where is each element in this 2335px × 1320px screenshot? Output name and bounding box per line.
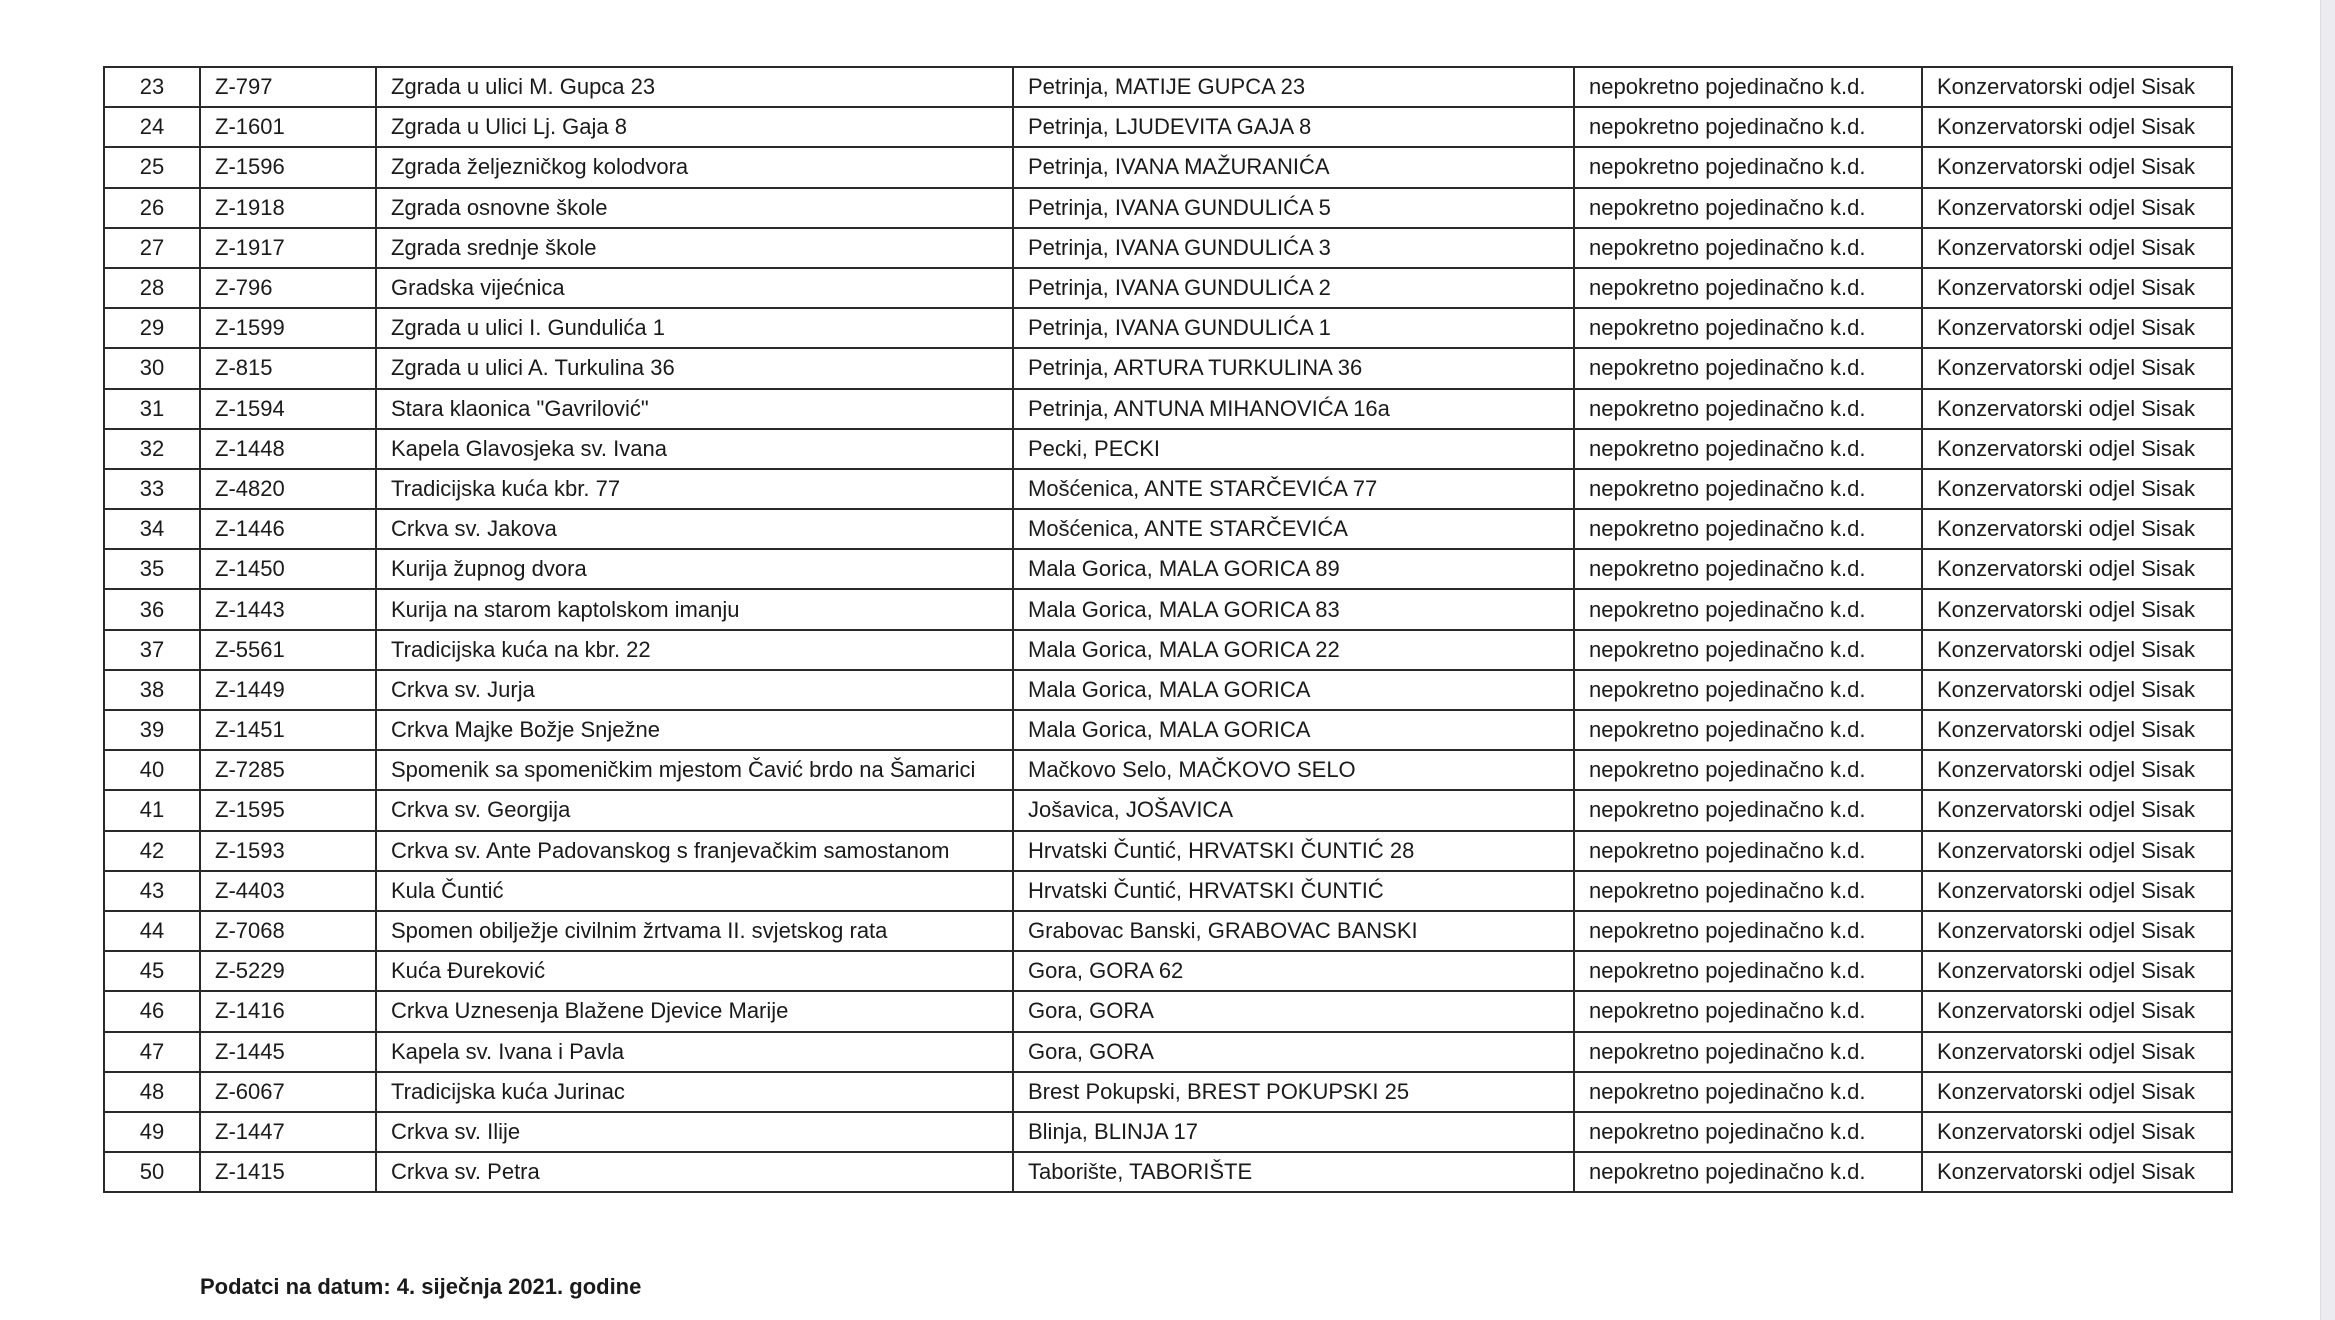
cell-number: 37	[104, 630, 200, 670]
cell-number: 35	[104, 549, 200, 589]
cell-heritage-type: nepokretno pojedinačno k.d.	[1574, 268, 1922, 308]
table-row	[104, 228, 2232, 268]
cell-heritage-type: nepokretno pojedinačno k.d.	[1574, 1152, 1922, 1192]
cell-registry-code: Z-1448	[200, 429, 376, 469]
cell-heritage-type: nepokretno pojedinačno k.d.	[1574, 389, 1922, 429]
cell-number: 38	[104, 670, 200, 710]
cell-heritage-type: nepokretno pojedinačno k.d.	[1574, 308, 1922, 348]
cell-registry-code: Z-797	[200, 67, 376, 107]
cell-location: Petrinja, IVANA GUNDULIĆA 1	[1013, 308, 1574, 348]
table-row	[104, 348, 2232, 388]
cell-location: Taborište, TABORIŠTE	[1013, 1152, 1574, 1192]
cell-department: Konzervatorski odjel Sisak	[1922, 469, 2232, 509]
table-row	[104, 188, 2232, 228]
cell-heritage-type: nepokretno pojedinačno k.d.	[1574, 228, 1922, 268]
page-edge-scroll-gutter	[2320, 0, 2335, 1320]
cell-location: Petrinja, IVANA MAŽURANIĆA	[1013, 147, 1574, 187]
cell-department: Konzervatorski odjel Sisak	[1922, 1032, 2232, 1072]
cell-location: Mačkovo Selo, MAČKOVO SELO	[1013, 750, 1574, 790]
cell-department: Konzervatorski odjel Sisak	[1922, 348, 2232, 388]
cell-location: Hrvatski Čuntić, HRVATSKI ČUNTIĆ	[1013, 871, 1574, 911]
cell-location: Mala Gorica, MALA GORICA	[1013, 710, 1574, 750]
cell-heritage-type: nepokretno pojedinačno k.d.	[1574, 991, 1922, 1031]
cell-heritage-name: Gradska vijećnica	[376, 268, 1013, 308]
cell-heritage-name: Kurija na starom kaptolskom imanju	[376, 589, 1013, 629]
cell-registry-code: Z-4403	[200, 871, 376, 911]
cell-location: Mala Gorica, MALA GORICA 83	[1013, 589, 1574, 629]
table-row	[104, 429, 2232, 469]
cell-heritage-name: Zgrada u ulici I. Gundulića 1	[376, 308, 1013, 348]
table-row	[104, 670, 2232, 710]
cell-department: Konzervatorski odjel Sisak	[1922, 790, 2232, 830]
cell-heritage-type: nepokretno pojedinačno k.d.	[1574, 147, 1922, 187]
table-row	[104, 991, 2232, 1031]
cell-department: Konzervatorski odjel Sisak	[1922, 268, 2232, 308]
cell-heritage-type: nepokretno pojedinačno k.d.	[1574, 348, 1922, 388]
cell-number: 23	[104, 67, 200, 107]
cell-registry-code: Z-1446	[200, 509, 376, 549]
cell-number: 40	[104, 750, 200, 790]
cell-department: Konzervatorski odjel Sisak	[1922, 710, 2232, 750]
cell-number: 27	[104, 228, 200, 268]
cell-heritage-name: Tradicijska kuća Jurinac	[376, 1072, 1013, 1112]
cell-department: Konzervatorski odjel Sisak	[1922, 389, 2232, 429]
cell-department: Konzervatorski odjel Sisak	[1922, 951, 2232, 991]
table-row	[104, 509, 2232, 549]
cell-location: Mala Gorica, MALA GORICA 22	[1013, 630, 1574, 670]
cell-location: Mala Gorica, MALA GORICA 89	[1013, 549, 1574, 589]
cell-department: Konzervatorski odjel Sisak	[1922, 1152, 2232, 1192]
cell-heritage-name: Tradicijska kuća na kbr. 22	[376, 630, 1013, 670]
cell-location: Hrvatski Čuntić, HRVATSKI ČUNTIĆ 28	[1013, 831, 1574, 871]
table-row	[104, 1112, 2232, 1152]
cell-registry-code: Z-1918	[200, 188, 376, 228]
cell-number: 46	[104, 991, 200, 1031]
cell-registry-code: Z-1601	[200, 107, 376, 147]
cell-heritage-type: nepokretno pojedinačno k.d.	[1574, 107, 1922, 147]
cell-heritage-type: nepokretno pojedinačno k.d.	[1574, 951, 1922, 991]
cell-heritage-name: Kapela sv. Ivana i Pavla	[376, 1032, 1013, 1072]
cell-location: Petrinja, IVANA GUNDULIĆA 2	[1013, 268, 1574, 308]
table-row	[104, 589, 2232, 629]
table-row	[104, 710, 2232, 750]
cell-registry-code: Z-1594	[200, 389, 376, 429]
cell-department: Konzervatorski odjel Sisak	[1922, 1072, 2232, 1112]
cell-number: 43	[104, 871, 200, 911]
cell-number: 33	[104, 469, 200, 509]
cell-department: Konzervatorski odjel Sisak	[1922, 429, 2232, 469]
cell-heritage-name: Zgrada u ulici A. Turkulina 36	[376, 348, 1013, 388]
cell-location: Pecki, PECKI	[1013, 429, 1574, 469]
cell-number: 25	[104, 147, 200, 187]
cell-department: Konzervatorski odjel Sisak	[1922, 228, 2232, 268]
cell-number: 45	[104, 951, 200, 991]
table-row	[104, 871, 2232, 911]
cell-registry-code: Z-7285	[200, 750, 376, 790]
cell-heritage-name: Zgrada osnovne škole	[376, 188, 1013, 228]
table-row	[104, 790, 2232, 830]
cell-location: Jošavica, JOŠAVICA	[1013, 790, 1574, 830]
cell-number: 31	[104, 389, 200, 429]
cell-heritage-type: nepokretno pojedinačno k.d.	[1574, 469, 1922, 509]
cell-heritage-type: nepokretno pojedinačno k.d.	[1574, 1112, 1922, 1152]
cell-heritage-name: Spomenik sa spomeničkim mjestom Čavić brdo na Šamarici	[376, 750, 1013, 790]
data-date-note: Podatci na datum: 4. siječnja 2021. godine	[200, 1274, 642, 1299]
cell-department: Konzervatorski odjel Sisak	[1922, 911, 2232, 951]
table-row	[104, 549, 2232, 589]
cell-department: Konzervatorski odjel Sisak	[1922, 188, 2232, 228]
cell-number: 42	[104, 831, 200, 871]
cell-registry-code: Z-1447	[200, 1112, 376, 1152]
cell-heritage-name: Crkva sv. Petra	[376, 1152, 1013, 1192]
cell-number: 44	[104, 911, 200, 951]
cell-registry-code: Z-7068	[200, 911, 376, 951]
heritage-table-container	[103, 66, 2231, 1193]
cell-heritage-type: nepokretno pojedinačno k.d.	[1574, 1072, 1922, 1112]
cell-registry-code: Z-1450	[200, 549, 376, 589]
cell-location: Mošćenica, ANTE STARČEVIĆA 77	[1013, 469, 1574, 509]
cell-department: Konzervatorski odjel Sisak	[1922, 831, 2232, 871]
cell-heritage-type: nepokretno pojedinačno k.d.	[1574, 589, 1922, 629]
table-row	[104, 951, 2232, 991]
cell-heritage-type: nepokretno pojedinačno k.d.	[1574, 670, 1922, 710]
table-row	[104, 750, 2232, 790]
cell-number: 36	[104, 589, 200, 629]
cell-registry-code: Z-1599	[200, 308, 376, 348]
cell-location: Petrinja, ANTUNA MIHANOVIĆA 16a	[1013, 389, 1574, 429]
cell-location: Gora, GORA	[1013, 1032, 1574, 1072]
cell-location: Petrinja, IVANA GUNDULIĆA 3	[1013, 228, 1574, 268]
cell-heritage-name: Zgrada u ulici M. Gupca 23	[376, 67, 1013, 107]
table-row	[104, 67, 2232, 107]
cell-heritage-type: nepokretno pojedinačno k.d.	[1574, 790, 1922, 830]
cell-heritage-type: nepokretno pojedinačno k.d.	[1574, 509, 1922, 549]
cell-department: Konzervatorski odjel Sisak	[1922, 589, 2232, 629]
cell-number: 32	[104, 429, 200, 469]
cell-department: Konzervatorski odjel Sisak	[1922, 107, 2232, 147]
cell-registry-code: Z-1917	[200, 228, 376, 268]
cell-department: Konzervatorski odjel Sisak	[1922, 750, 2232, 790]
cell-heritage-name: Zgrada u Ulici Lj. Gaja 8	[376, 107, 1013, 147]
table-body	[104, 67, 2232, 1192]
cell-heritage-type: nepokretno pojedinačno k.d.	[1574, 1032, 1922, 1072]
cell-heritage-name: Crkva Uznesenja Blažene Djevice Marije	[376, 991, 1013, 1031]
cell-heritage-name: Crkva sv. Ante Padovanskog s franjevačkim samostanom	[376, 831, 1013, 871]
cell-heritage-name: Crkva sv. Jurja	[376, 670, 1013, 710]
cell-registry-code: Z-1451	[200, 710, 376, 750]
cell-heritage-name: Crkva Majke Božje Snježne	[376, 710, 1013, 750]
cell-location: Brest Pokupski, BREST POKUPSKI 25	[1013, 1072, 1574, 1112]
cell-heritage-name: Zgrada željezničkog kolodvora	[376, 147, 1013, 187]
cell-department: Konzervatorski odjel Sisak	[1922, 549, 2232, 589]
cell-number: 41	[104, 790, 200, 830]
cell-registry-code: Z-1415	[200, 1152, 376, 1192]
cell-heritage-type: nepokretno pojedinačno k.d.	[1574, 67, 1922, 107]
cell-location: Gora, GORA 62	[1013, 951, 1574, 991]
cell-location: Petrinja, ARTURA TURKULINA 36	[1013, 348, 1574, 388]
heritage-table	[103, 66, 2233, 1193]
cell-registry-code: Z-1595	[200, 790, 376, 830]
cell-heritage-name: Zgrada srednje škole	[376, 228, 1013, 268]
cell-number: 39	[104, 710, 200, 750]
cell-heritage-name: Stara klaonica "Gavrilović"	[376, 389, 1013, 429]
cell-department: Konzervatorski odjel Sisak	[1922, 991, 2232, 1031]
cell-heritage-name: Tradicijska kuća kbr. 77	[376, 469, 1013, 509]
cell-number: 34	[104, 509, 200, 549]
cell-registry-code: Z-796	[200, 268, 376, 308]
cell-heritage-type: nepokretno pojedinačno k.d.	[1574, 630, 1922, 670]
cell-registry-code: Z-1445	[200, 1032, 376, 1072]
cell-number: 26	[104, 188, 200, 228]
cell-department: Konzervatorski odjel Sisak	[1922, 509, 2232, 549]
cell-registry-code: Z-815	[200, 348, 376, 388]
cell-heritage-type: nepokretno pojedinačno k.d.	[1574, 871, 1922, 911]
cell-department: Konzervatorski odjel Sisak	[1922, 630, 2232, 670]
cell-registry-code: Z-5561	[200, 630, 376, 670]
cell-heritage-type: nepokretno pojedinačno k.d.	[1574, 831, 1922, 871]
cell-location: Mošćenica, ANTE STARČEVIĆA	[1013, 509, 1574, 549]
cell-heritage-type: nepokretno pojedinačno k.d.	[1574, 549, 1922, 589]
cell-heritage-name: Kula Čuntić	[376, 871, 1013, 911]
cell-registry-code: Z-1596	[200, 147, 376, 187]
table-row	[104, 1032, 2232, 1072]
table-row	[104, 1072, 2232, 1112]
cell-number: 47	[104, 1032, 200, 1072]
cell-department: Konzervatorski odjel Sisak	[1922, 308, 2232, 348]
cell-location: Blinja, BLINJA 17	[1013, 1112, 1574, 1152]
cell-heritage-name: Crkva sv. Georgija	[376, 790, 1013, 830]
table-row	[104, 308, 2232, 348]
cell-heritage-name: Crkva sv. Ilije	[376, 1112, 1013, 1152]
cell-number: 30	[104, 348, 200, 388]
cell-number: 48	[104, 1072, 200, 1112]
table-row	[104, 389, 2232, 429]
cell-number: 49	[104, 1112, 200, 1152]
cell-heritage-type: nepokretno pojedinačno k.d.	[1574, 911, 1922, 951]
table-row	[104, 911, 2232, 951]
cell-registry-code: Z-1449	[200, 670, 376, 710]
cell-number: 29	[104, 308, 200, 348]
cell-location: Petrinja, IVANA GUNDULIĆA 5	[1013, 188, 1574, 228]
cell-heritage-type: nepokretno pojedinačno k.d.	[1574, 429, 1922, 469]
table-row	[104, 630, 2232, 670]
cell-number: 50	[104, 1152, 200, 1192]
cell-heritage-type: nepokretno pojedinačno k.d.	[1574, 188, 1922, 228]
table-row	[104, 147, 2232, 187]
cell-registry-code: Z-6067	[200, 1072, 376, 1112]
cell-department: Konzervatorski odjel Sisak	[1922, 1112, 2232, 1152]
cell-location: Petrinja, LJUDEVITA GAJA 8	[1013, 107, 1574, 147]
table-row	[104, 268, 2232, 308]
cell-registry-code: Z-1593	[200, 831, 376, 871]
cell-heritage-name: Kapela Glavosjeka sv. Ivana	[376, 429, 1013, 469]
cell-location: Grabovac Banski, GRABOVAC BANSKI	[1013, 911, 1574, 951]
cell-registry-code: Z-1416	[200, 991, 376, 1031]
cell-number: 28	[104, 268, 200, 308]
cell-heritage-type: nepokretno pojedinačno k.d.	[1574, 710, 1922, 750]
cell-department: Konzervatorski odjel Sisak	[1922, 670, 2232, 710]
cell-department: Konzervatorski odjel Sisak	[1922, 871, 2232, 911]
table-row	[104, 831, 2232, 871]
cell-location: Gora, GORA	[1013, 991, 1574, 1031]
cell-department: Konzervatorski odjel Sisak	[1922, 147, 2232, 187]
cell-department: Konzervatorski odjel Sisak	[1922, 67, 2232, 107]
table-row	[104, 469, 2232, 509]
cell-location: Mala Gorica, MALA GORICA	[1013, 670, 1574, 710]
cell-registry-code: Z-4820	[200, 469, 376, 509]
cell-heritage-name: Kurija župnog dvora	[376, 549, 1013, 589]
cell-heritage-name: Kuća Đureković	[376, 951, 1013, 991]
cell-heritage-name: Spomen obilježje civilnim žrtvama II. svjetskog rata	[376, 911, 1013, 951]
cell-number: 24	[104, 107, 200, 147]
cell-registry-code: Z-5229	[200, 951, 376, 991]
cell-location: Petrinja, MATIJE GUPCA 23	[1013, 67, 1574, 107]
cell-heritage-name: Crkva sv. Jakova	[376, 509, 1013, 549]
cell-registry-code: Z-1443	[200, 589, 376, 629]
cell-heritage-type: nepokretno pojedinačno k.d.	[1574, 750, 1922, 790]
table-row	[104, 1152, 2232, 1192]
table-row	[104, 107, 2232, 147]
